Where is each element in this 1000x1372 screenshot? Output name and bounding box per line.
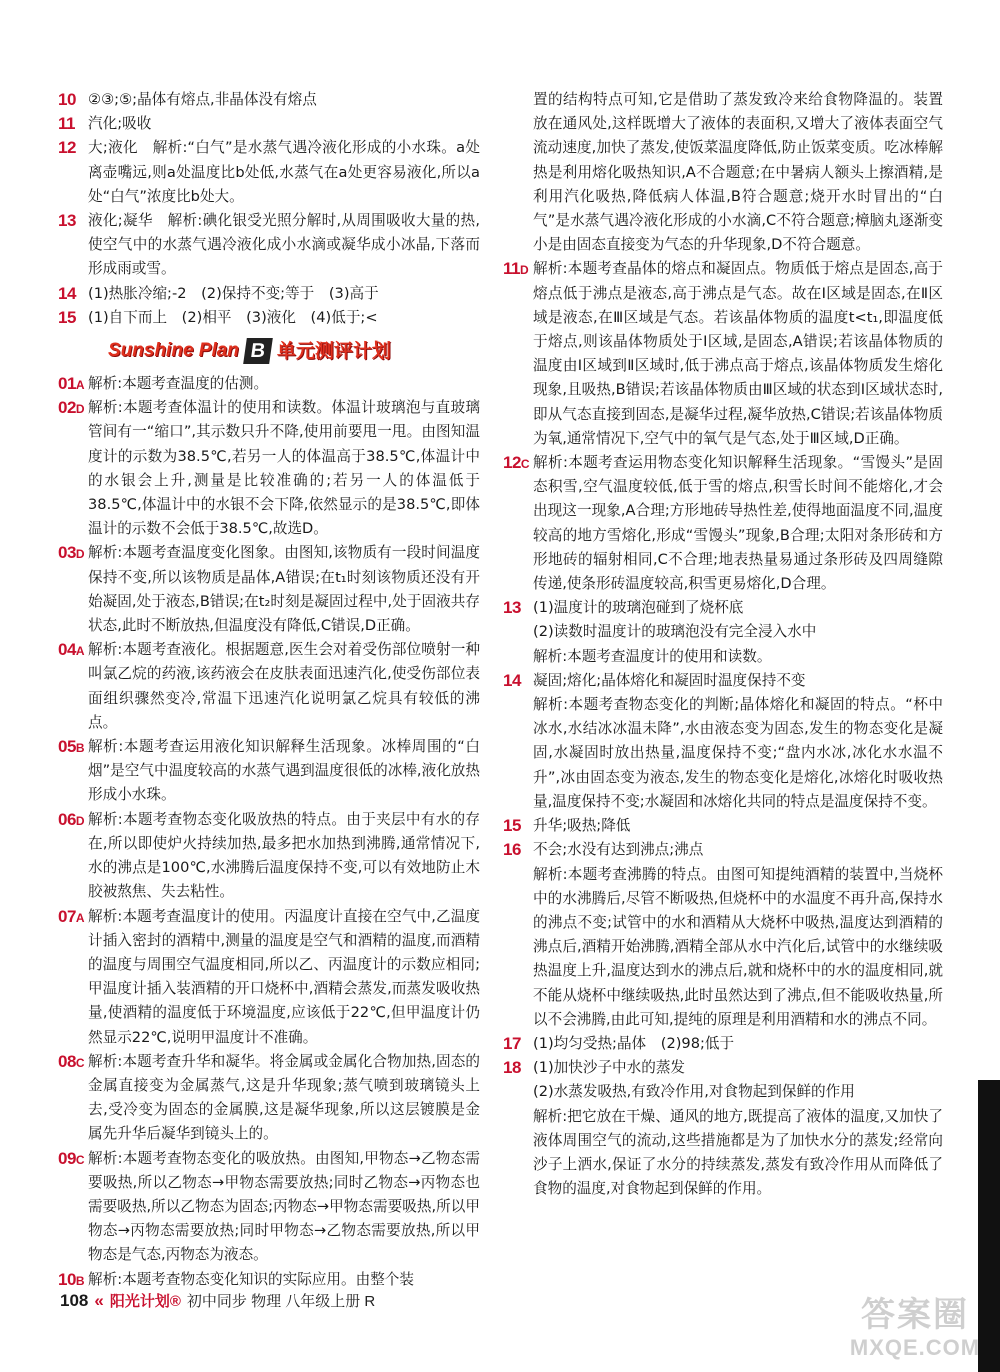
answer-number-digits: 05 bbox=[58, 737, 76, 757]
answer-item bbox=[505, 596, 943, 669]
answer-number-digits: 08 bbox=[58, 1051, 76, 1071]
answer-number-digits: 15 bbox=[503, 816, 521, 836]
answer-subtext: 解析:把它放在干燥、通风的地方,既提高了液体的温度,又加快了液体周围空气的流动,这些措施都是为了加快水分的蒸发;经常向沙子上洒水,保证了水分的持续蒸发,蒸发有致冷作用从而降低了食物的温度,对食物起到保鲜的作用。 bbox=[533, 1107, 943, 1198]
answer-subtext: 解析:本题考查物态变化的判断;晶体熔化和凝固的特点。“杯中冰水,水结冰冰温未降”,水由液态变为固态,发生的物态变化是凝固,水凝固时放出热量,温度保持不变;“盘内水冰,冰化水水温不升”,冰由固态变为液态,发生的物态变化是熔化,冰熔化时吸收热量,温度保持不变;水凝固和冰熔化共同的特点是温度保持不变。 bbox=[533, 696, 943, 810]
answer-choice-letter: A bbox=[75, 378, 85, 393]
answer-number-digits: 12 bbox=[503, 453, 521, 473]
answer-number bbox=[503, 1032, 521, 1056]
answer-number bbox=[503, 669, 521, 693]
answer-number-digits: 16 bbox=[503, 840, 521, 860]
right-column bbox=[505, 88, 943, 1201]
answer-text: 解析:本题考查物态变化知识的实际应用。由整个装 bbox=[88, 1270, 414, 1288]
answer-number-digits: 06 bbox=[58, 809, 76, 829]
answer-number bbox=[58, 1147, 84, 1172]
answer-number bbox=[58, 541, 84, 566]
answer-item bbox=[60, 638, 480, 735]
answer-text: 解析:本题考查物态变化吸放热的特点。由于夹层中有水的存在,所以即使炉火持续加热,最多把水加热到沸腾,通常情况下,水的沸点是100℃,水沸腾后温度保持不变,可以有效地防止木胶被熬焦、失去粘性。 bbox=[88, 810, 480, 901]
answer-item bbox=[505, 814, 943, 838]
answer-item bbox=[60, 1147, 480, 1268]
left-answers-unit-test bbox=[60, 372, 480, 1292]
answer-number-digits: 13 bbox=[503, 598, 521, 618]
answer-number-digits: 09 bbox=[58, 1148, 76, 1168]
answer-text: 汽化;吸收 bbox=[88, 115, 152, 133]
answer-item bbox=[60, 306, 480, 330]
answer-item bbox=[60, 1268, 480, 1292]
answer-number bbox=[58, 1050, 84, 1075]
answer-number-digits: 01 bbox=[58, 374, 76, 394]
banner-logo-icon: B bbox=[243, 338, 273, 364]
answer-subtext: (2)水蒸发吸热,有致冷作用,对食物起到保鲜的作用 bbox=[533, 1083, 855, 1101]
answer-subtext: (2)读数时温度计的玻璃泡没有完全浸入水中 bbox=[533, 623, 817, 641]
answer-item bbox=[505, 669, 943, 814]
answer-text: 解析:本题考查升华和凝华。将金属或金属化合物加热,固态的金属直接变为金属蒸气,这是升华现象;蒸气喷到玻璃镜头上去,受冷变为固态的金属膜,这是凝华现象,所以这层镀膜是金属先升华后凝华到镜头上的。 bbox=[88, 1052, 480, 1143]
answer-item bbox=[60, 282, 480, 306]
left-answers-prev-section bbox=[60, 88, 480, 330]
answer-number bbox=[58, 808, 84, 833]
answer-text: 解析:本题考查体温计的使用和读数。体温计玻璃泡与直玻璃管间有一“缩口”,其示数只升不降,使用前要甩一甩。由图知温度计的示数为38.5℃,若另一人的体温高于38.5℃,体温计中的水银会上升,测量是比较准确的;若另一人的体温低于38.5℃,体温计中的水银不会下降,依然显示的是38.5℃,即体温计的示数不会低于38.5℃,故选D。 bbox=[88, 399, 480, 538]
answer-number bbox=[58, 1268, 84, 1293]
banner-title: 单元测评计划 bbox=[276, 339, 391, 362]
answer-number bbox=[503, 838, 521, 862]
answer-number bbox=[503, 1056, 521, 1080]
answer-number-digits: 10 bbox=[58, 90, 76, 109]
answer-choice-letter: B bbox=[75, 1273, 85, 1288]
chevron-icon: « bbox=[94, 1290, 104, 1310]
answer-number-digits: 17 bbox=[503, 1033, 521, 1053]
answer-choice-letter: C bbox=[520, 457, 530, 472]
answer-number-digits: 13 bbox=[58, 211, 76, 231]
answer-subtext: 解析:本题考查沸腾的特点。由图可知提纯酒精的装置中,当烧杯中的水沸腾后,尽管不断吸热,但烧杯中的水温度不再升高,保持水的沸点不变;试管中的水和酒精从大烧杯中吸热,温度达到酒精的沸点后,酒精开始沸腾,酒精全部从水中汽化后,试管中的水继续吸热温度上升,温度达到水的沸点后,就和烧杯中的水的温度相同,就不能从烧杯中继续吸热,此时虽然达到了沸点,但不能吸收热量,所以不会沸腾,由此可知,提纯的原理是利用酒精和水的沸点不同。 bbox=[533, 865, 943, 1028]
answer-item bbox=[60, 735, 480, 808]
answer-number-digits: 03 bbox=[58, 543, 76, 563]
answer-number-digits: 11 bbox=[58, 114, 75, 134]
answer-number-digits: 14 bbox=[503, 670, 521, 690]
answer-text: 凝固;熔化;晶体熔化和凝固时温度保持不变 bbox=[533, 671, 806, 689]
answer-text: 解析:本题考查温度的估测。 bbox=[88, 375, 269, 393]
answer-text: (1)均匀受热;晶体 (2)98;低于 bbox=[533, 1034, 735, 1052]
answer-choice-letter: A bbox=[75, 910, 85, 925]
answer-number bbox=[58, 112, 75, 136]
answer-text: 升华;吸热;降低 bbox=[533, 817, 631, 835]
watermark-logo bbox=[840, 1295, 990, 1370]
answer-choice-letter: D bbox=[75, 402, 85, 417]
answer-item bbox=[60, 209, 480, 282]
answer-item bbox=[505, 88, 943, 257]
answer-item bbox=[505, 1032, 943, 1056]
page-number: 108 bbox=[60, 1290, 89, 1310]
brand-name: 阳光计划® bbox=[109, 1293, 181, 1310]
answer-item bbox=[505, 1056, 943, 1201]
answer-choice-letter: A bbox=[75, 644, 85, 659]
answer-text: (1)加快沙子中水的蒸发 bbox=[533, 1059, 686, 1077]
answer-number bbox=[58, 372, 84, 397]
answer-item bbox=[60, 396, 480, 541]
answer-text: 置的结构特点可知,它是借助了蒸发致冷来给食物降温的。装置放在通风处,这样既增大了液体的表面积,又增大了液体表面空气流动速度,加快了蒸发,使饭菜温度降低,防止饭菜变质。吃冰棒解热是利用熔化吸热知识,A不合题意;在中暑病人额头上擦酒精,是利用汽化吸热,降低病人体温,B符合题意;烧开水时冒出的“白气”是水蒸气遇冷液化形成的小水滴,C不符合题意;樟脑丸逐渐变小是由固态直接变为气态的升华现象,D不符合题意。 bbox=[533, 91, 943, 254]
answer-item bbox=[505, 838, 943, 1032]
answer-number bbox=[58, 735, 84, 760]
answer-text: 液化;凝华 解析:碘化银受光照分解时,从周围吸收大量的热,使空气中的水蒸气遇冷液化成小水滴或凝华成小冰晶,下落而形成雨或雪。 bbox=[88, 212, 480, 278]
answer-text: 大;液化 解析:“白气”是水蒸气遇冷液化形成的小水珠。a处离壶嘴远,则a处温度比b处低,水蒸气在a处更容易液化,所以a处“白气”浓度比b处大。 bbox=[88, 139, 480, 205]
answer-choice-letter: C bbox=[75, 1152, 85, 1167]
watermark-text: 答案圈 bbox=[861, 1296, 969, 1334]
answer-number bbox=[58, 306, 76, 330]
answer-number-digits: 12 bbox=[58, 138, 76, 158]
answer-item bbox=[505, 451, 943, 596]
answer-number-digits: 11 bbox=[503, 259, 520, 279]
answer-number bbox=[58, 209, 76, 233]
answer-text: 解析:本题考查温度变化图象。由图知,该物质有一段时间温度保持不变,所以该物质是晶体,A错误;在t₁时刻该物质还没有开始凝固,处于液态,B错误;在t₂时刻是凝固过程中,处于固液共存状态,此时不断放热,但温度没有降低,C错误,D正确。 bbox=[88, 544, 480, 635]
answer-item bbox=[60, 372, 480, 396]
answer-text: 解析:本题考查物态变化的吸放热。由图知,甲物态→乙物态需要吸热,所以乙物态→甲物态需要放热;同时乙物态→丙物态也需要吸热,所以乙物态为固态;丙物态→甲物态需要吸热,所以甲物态→丙物态需要放热;同时甲物态→乙物态需要放热,所以甲物态是气态,丙物态为液态。 bbox=[88, 1149, 480, 1264]
answer-text: (1)自下而上 (2)相平 (3)液化 (4)低于;< bbox=[88, 308, 378, 326]
answer-text: 解析:本题考查温度计的使用。丙温度计直接在空气中,乙温度计插入密封的酒精中,测量的温度是空气和酒精的温度,而酒精的温度与周围空气温度相同,所以乙、丙温度计的示数应相同;甲温度计插入装酒精的开口烧杯中,酒精会蒸发,而蒸发吸收热量,使酒精的温度低于环境温度,应该低于22℃,但甲温度计仍然显示22℃,说明甲温度计不准确。 bbox=[88, 907, 480, 1046]
answer-choice-letter: B bbox=[75, 741, 85, 756]
answer-number-digits: 07 bbox=[58, 906, 76, 926]
answer-number-digits: 10 bbox=[58, 1269, 76, 1289]
answer-text: (1)温度计的玻璃泡碰到了烧杯底 bbox=[533, 599, 744, 617]
answer-choice-letter: C bbox=[75, 1055, 85, 1070]
answer-item bbox=[60, 1050, 480, 1147]
answer-number-digits: 04 bbox=[58, 640, 76, 660]
answer-text: 不会;水没有达到沸点;沸点 bbox=[533, 841, 704, 859]
answer-number-digits: 02 bbox=[58, 398, 76, 418]
banner-plan-text: Sunshine Plan bbox=[108, 339, 239, 361]
answer-text: ②③;⑤;晶体有熔点,非晶体没有熔点 bbox=[88, 91, 317, 108]
answer-number bbox=[58, 638, 84, 663]
answer-number-digits: 14 bbox=[58, 283, 76, 303]
answer-number bbox=[503, 257, 528, 282]
answer-text: 解析:本题考查运用物态变化知识解释生活现象。“雪馒头”是固态积雪,空气温度较低,低于雪的熔点,积雪长时间不能熔化,才会出现这一现象,A合理;方形地砖导热性差,使得地面温度不同,温度较高的地方雪熔化,形成“雪馒头”现象,B合理;太阳对条形砖和方形地砖的辐射相同,C不合理;地表热量易通过条形砖及四周缝隙传递,使条形砖温度较高,积雪更易熔化,D合理。 bbox=[533, 454, 943, 593]
answer-text: 解析:本题考查运用液化知识解释生活现象。冰棒周围的“白烟”是空气中温度较高的水蒸气遇到温度很低的冰棒,液化放热形成小水珠。 bbox=[88, 738, 480, 804]
answer-choice-letter: D bbox=[519, 263, 529, 278]
answer-item bbox=[60, 88, 480, 112]
answer-item bbox=[60, 905, 480, 1050]
answer-text: 解析:本题考查液化。根据题意,医生会对着受伤部位喷射一种叫氯乙烷的药液,该药液会在皮肤表面迅速汽化,使受伤部位表面组织骤然变冷,常温下迅速汽化说明氯乙烷具有较低的沸点。 bbox=[88, 641, 480, 731]
book-title: 初中同步 物理 八年级上册 R bbox=[186, 1293, 376, 1310]
answer-number bbox=[58, 136, 76, 160]
answer-item bbox=[60, 136, 480, 209]
answer-subtext: 解析:本题考查温度计的使用和读数。 bbox=[533, 647, 772, 665]
answer-number bbox=[503, 451, 529, 476]
answer-number bbox=[58, 396, 84, 421]
page-footer bbox=[60, 1290, 375, 1311]
answer-number bbox=[58, 282, 76, 306]
answer-choice-letter: D bbox=[75, 813, 85, 828]
answer-item bbox=[60, 808, 480, 905]
left-column bbox=[60, 88, 480, 1292]
answer-text: (1)热胀冷缩;-2 (2)保持不变;等于 (3)高于 bbox=[88, 284, 379, 302]
unit-test-banner bbox=[108, 336, 480, 366]
answer-number bbox=[503, 814, 521, 838]
answer-number-digits: 18 bbox=[503, 1058, 521, 1078]
watermark-url: MXQE.COM bbox=[849, 1335, 981, 1360]
answer-choice-letter: D bbox=[75, 547, 85, 562]
answer-item bbox=[60, 112, 480, 136]
answer-number-digits: 15 bbox=[58, 307, 76, 327]
answer-text: 解析:本题考查晶体的熔点和凝固点。物质低于熔点是固态,高于熔点低于沸点是液态,高于沸点是气态。故在Ⅰ区域是固态,在Ⅱ区域是液态,在Ⅲ区域是气态。若该晶体物质的温度t<t₁,即温度低于熔点,则该晶体物质处于Ⅰ区域,是固态,A错误;若该晶体物质的温度由Ⅰ区域到Ⅱ区域时,低于沸点高于熔点,该晶体物质发生熔化现象,且吸热,B错误;若该晶体物质由Ⅲ区域的状态到Ⅰ区域状态时,即从气态直接到固态,是凝华过程,凝华放热,C错误;若该晶体物质为氧,通常情况下,空气中的氧气是气态,处于Ⅲ区域,D正确。 bbox=[533, 260, 943, 447]
answer-item bbox=[60, 541, 480, 638]
answer-number bbox=[503, 596, 521, 620]
answer-number bbox=[58, 905, 84, 930]
answer-item bbox=[505, 257, 943, 451]
answer-number bbox=[58, 88, 76, 112]
right-answers bbox=[505, 88, 943, 1201]
